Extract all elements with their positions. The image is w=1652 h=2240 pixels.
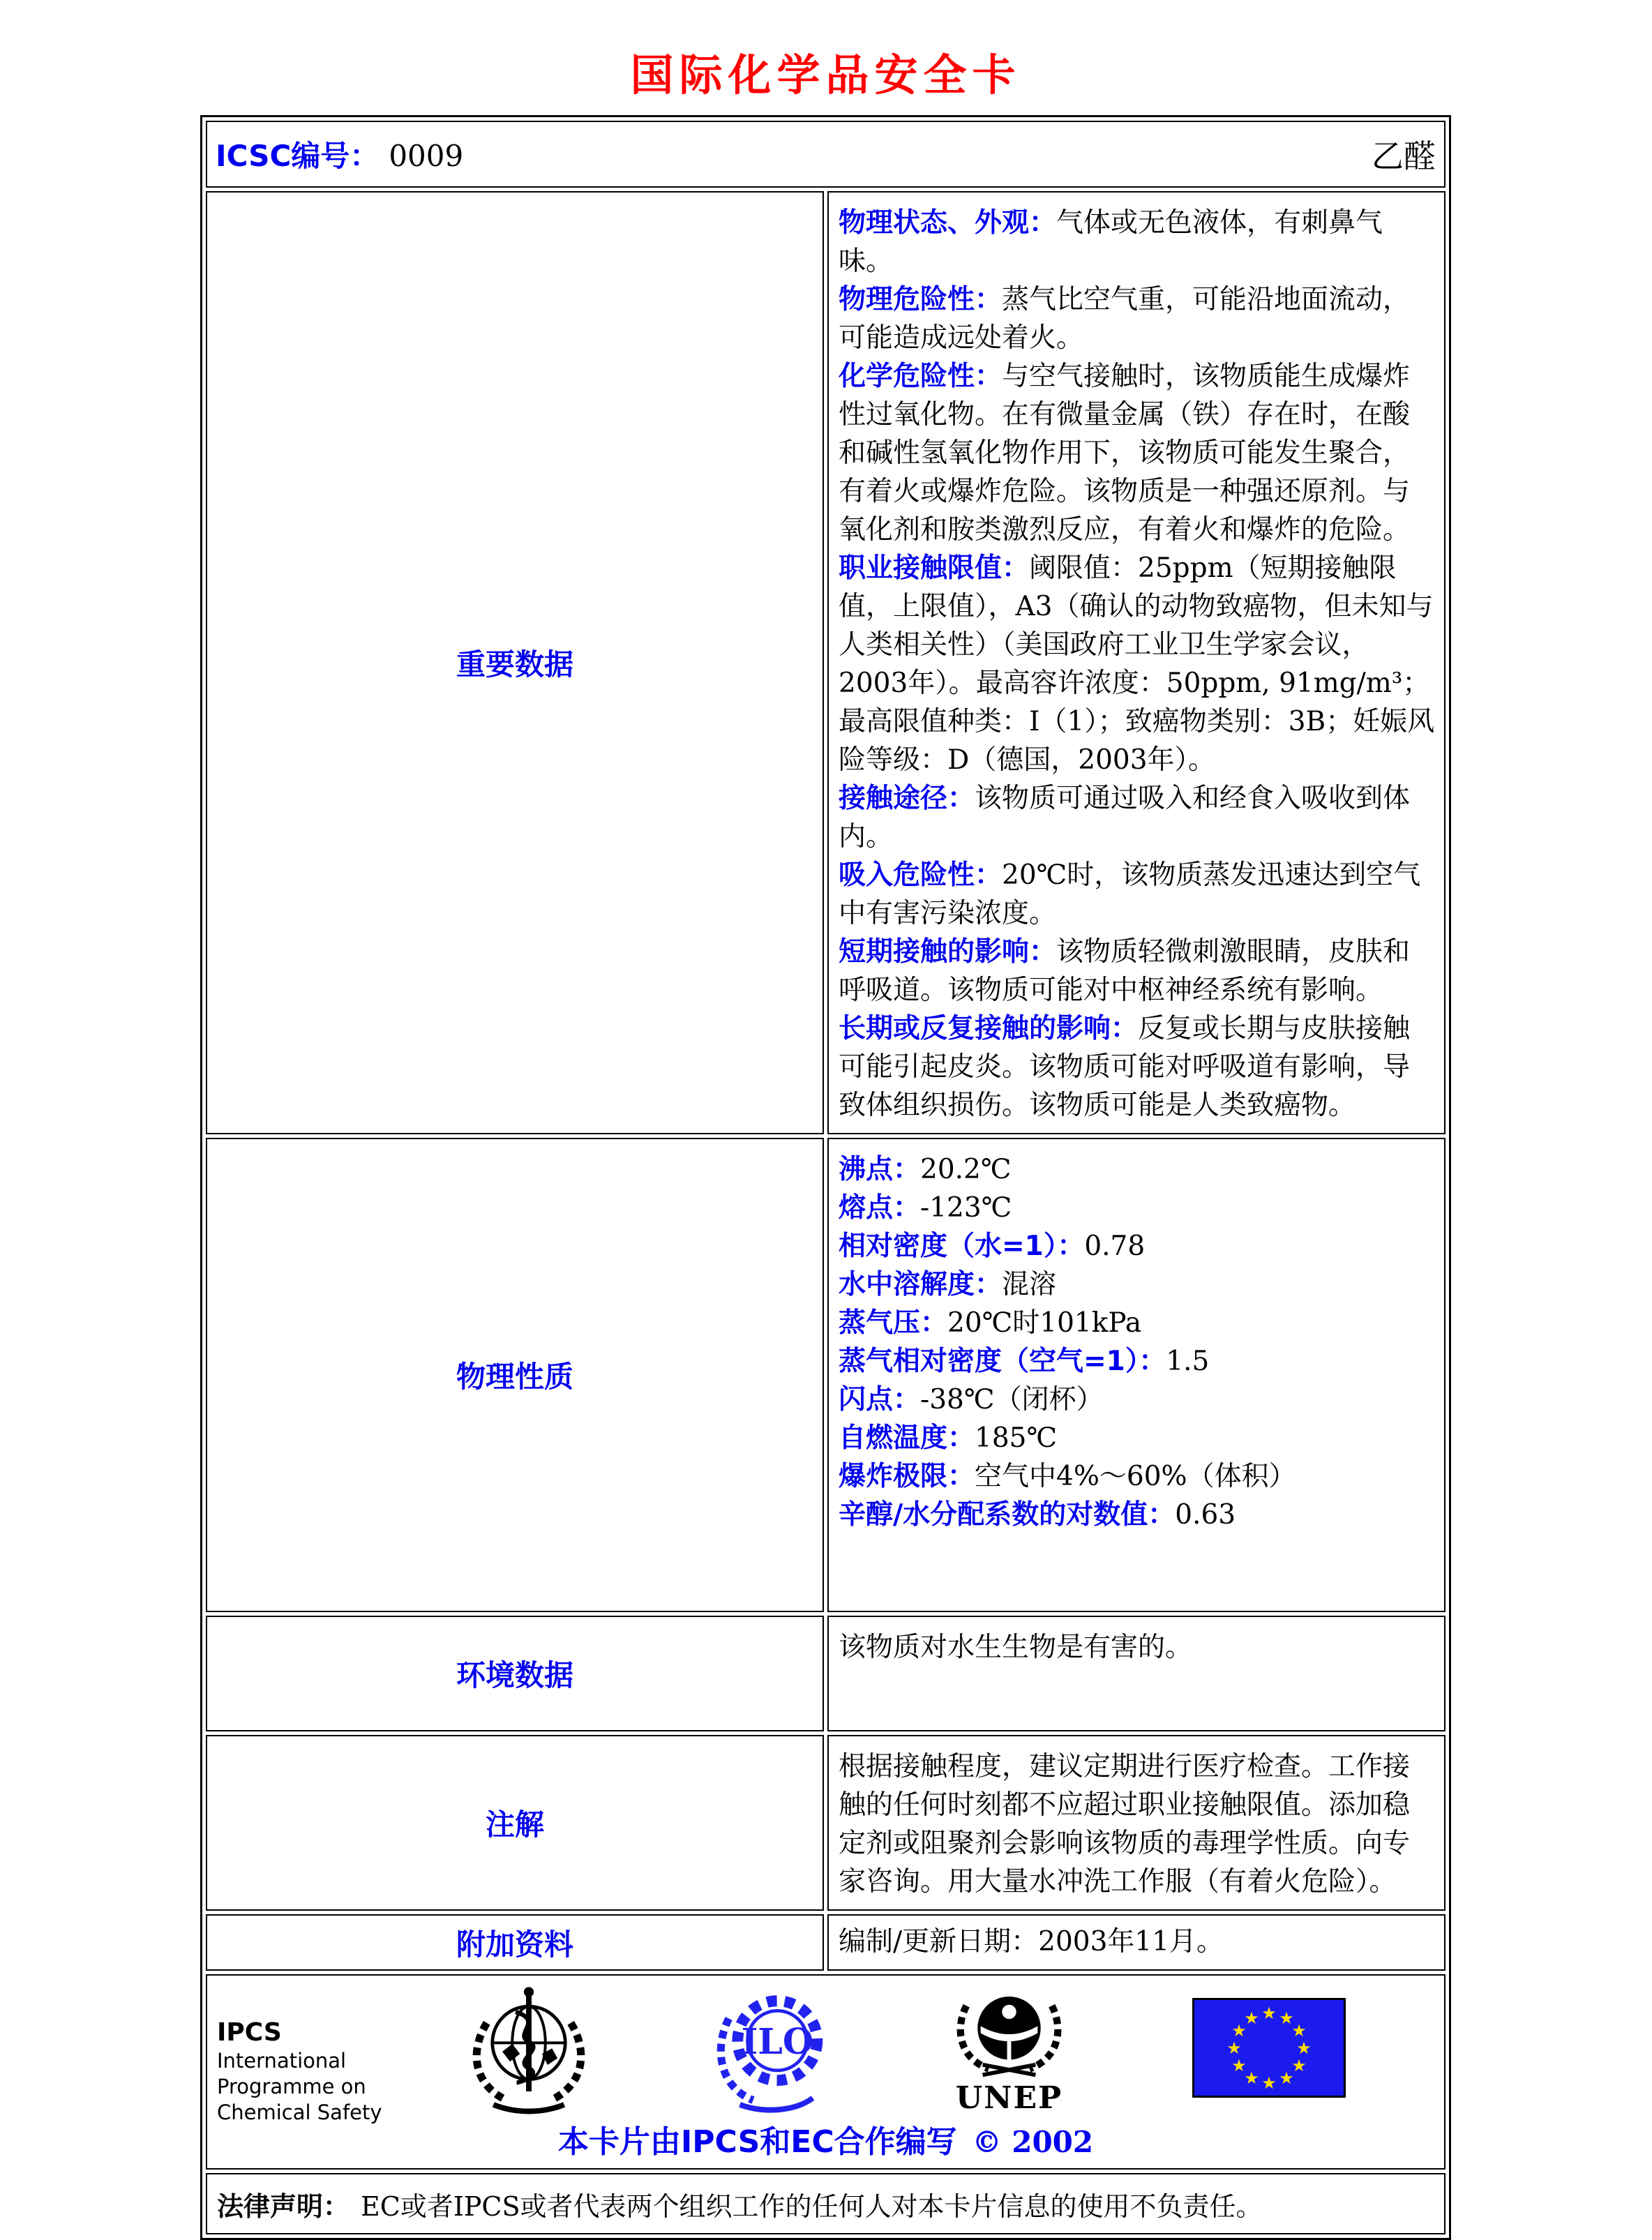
property-value: 混溶: [1002, 1269, 1057, 1300]
data-item-text: 该物质轻微刺激眼睛，皮肤和呼吸道。该物质可能对中枢神经系统有影响。: [839, 936, 1411, 1006]
section-label-environment: 环境数据: [206, 1616, 824, 1731]
data-item: [839, 1009, 1436, 1125]
unep-logo-icon: [948, 1985, 1070, 2116]
legal-label: 法律声明：: [217, 2190, 350, 2222]
data-item-label: 短期接触的影响：: [839, 936, 1057, 968]
eu-flag-icon: [1192, 1998, 1346, 2098]
data-item-text: 与空气接触时，该物质能生成爆炸性过氧化物。在有微量金属（铁）存在时，在酸和碱性氢氧化物作用下，该物质可能发生聚合，有着火或爆炸危险。该物质是一种强还原剂。与氧化剂和胺类激烈反应，有着火和爆炸的危险。: [839, 361, 1411, 546]
section-content-physical: [827, 1138, 1446, 1612]
property-value: 0.78: [1084, 1231, 1146, 1262]
property-item: [839, 1265, 1436, 1304]
property-label: 辛醇/水分配系数的对数值：: [839, 1499, 1176, 1531]
property-value: 20.2℃: [920, 1154, 1012, 1185]
property-label: 水中溶解度：: [839, 1269, 1003, 1300]
svg-text:★: ★: [1291, 2021, 1307, 2040]
icsc-number-value: 0009: [389, 139, 464, 173]
property-value: 185℃: [975, 1422, 1058, 1454]
svg-text:★: ★: [1279, 2008, 1294, 2028]
data-item: [839, 933, 1436, 1009]
data-item-text: 气体或无色液体，有刺鼻气味。: [839, 207, 1383, 277]
property-item: [839, 1227, 1436, 1265]
data-item-label: 物理状态、外观：: [839, 207, 1057, 239]
legal-text: EC或者IPCS或者代表两个组织工作的任何人对本卡片信息的使用不负责任。: [361, 2190, 1263, 2222]
data-item-text: 20℃时，该物质蒸发迅速达到空气中有害污染浓度。: [839, 859, 1421, 929]
property-value: -123℃: [920, 1192, 1012, 1224]
data-item-text: 该物质可通过吸入和经食入吸收到体内。: [839, 783, 1411, 852]
data-item-label: 物理危险性：: [839, 284, 1003, 315]
who-logo-icon: [463, 1985, 595, 2121]
svg-text:★: ★: [1261, 2073, 1277, 2093]
data-item-text: 蒸气比空气重，可能沿地面流动，可能造成远处着火。: [839, 284, 1411, 354]
svg-text:★: ★: [1279, 2068, 1294, 2088]
section-content-notes: [827, 1735, 1446, 1911]
data-item-text: 阈限值：25ppm（短期接触限值，上限值），A3（确认的动物致癌物，但未知与人类相关性）（美国政府工业卫生学家会议，2003年）。最高容许浓度：50ppm, 91mg/m³；最高限值种类：I（1）；致癌物类别：3B；妊娠风险等级：D（德国，2003年）。: [839, 553, 1435, 776]
svg-text:★: ★: [1226, 2038, 1242, 2058]
property-value: 0.63: [1175, 1499, 1236, 1531]
ipcs-subtitle-line: Chemical Safety: [217, 2100, 382, 2124]
caption-text: 本卡片由IPCS和EC合作编写: [557, 2124, 957, 2160]
property-label: 相对密度（水=1）：: [839, 1231, 1085, 1262]
logos-row: [206, 1974, 1446, 2170]
section-label-notes: 注解: [206, 1735, 824, 1911]
svg-text:★: ★: [1244, 2008, 1259, 2028]
page-title: 国际化学品安全卡: [630, 50, 1021, 100]
header-row: [206, 121, 1446, 188]
svg-text:★: ★: [1231, 2021, 1247, 2040]
section-content-additional: [827, 1914, 1446, 1971]
svg-text:★: ★: [1261, 2004, 1277, 2023]
property-item: [839, 1342, 1436, 1381]
ilo-logo-icon: [707, 1985, 839, 2121]
property-value: 1.5: [1166, 1346, 1210, 1377]
ipcs-subtitle-line: Programme on: [217, 2075, 366, 2098]
ipcs-subtitle: [217, 2048, 382, 2126]
icsc-number-label: ICSC编号：: [216, 139, 380, 173]
property-item: [839, 1381, 1436, 1419]
data-item: [839, 549, 1436, 779]
data-item: [839, 204, 1436, 280]
data-item: [839, 779, 1436, 856]
section-content-environment: [827, 1616, 1446, 1731]
data-item: [839, 357, 1436, 549]
svg-text:★: ★: [1291, 2056, 1307, 2075]
property-item: [839, 1189, 1436, 1227]
property-label: 熔点：: [839, 1192, 921, 1224]
data-item-label: 吸入危险性：: [839, 859, 1003, 891]
environment-text: 该物质对水生生物是有害的。: [839, 1632, 1193, 1663]
property-item: [839, 1457, 1436, 1496]
svg-text:★: ★: [1231, 2056, 1247, 2075]
icsc-card-table: [200, 115, 1451, 2240]
property-label: 自燃温度：: [839, 1422, 975, 1454]
data-item-label: 职业接触限值：: [839, 553, 1030, 584]
property-item: [839, 1304, 1436, 1342]
data-item-text: 反复或长期与皮肤接触可能引起皮炎。该物质可能对呼吸道有影响，导致体组织损伤。该物质可能是人类致癌物。: [839, 1013, 1411, 1121]
additional-text: 编制/更新日期：2003年11月。: [839, 1926, 1224, 1957]
section-label-additional: 附加资料: [206, 1914, 824, 1971]
section-label-physical: 物理性质: [206, 1138, 824, 1612]
chemical-name: 乙醛: [1372, 137, 1436, 175]
property-label: 沸点：: [839, 1154, 921, 1185]
data-item-label: 接触途径：: [839, 783, 975, 814]
data-item: [839, 280, 1436, 357]
section-content-important: [827, 191, 1446, 1134]
data-item: [839, 856, 1436, 933]
property-value: 空气中4%～60%（体积）: [975, 1461, 1296, 1492]
data-item-label: 长期或反复接触的影响：: [839, 1013, 1139, 1044]
data-item-label: 化学危险性：: [839, 361, 1003, 392]
property-item: [839, 1496, 1436, 1534]
property-label: 蒸气相对密度（空气=1）：: [839, 1346, 1166, 1377]
legal-row: [206, 2173, 1446, 2234]
unep-wordmark: UNEP: [955, 2080, 1063, 2116]
cooperation-caption: [207, 2117, 1444, 2161]
notes-text: 根据接触程度，建议定期进行医疗检查。工作接触的任何时刻都不应超过职业接触限值。添加稳定剂或阻聚剂会影响该物质的毒理学性质。向专家咨询。用大量水冲洗工作服（有着火危险）。: [839, 1751, 1411, 1897]
ipcs-title: IPCS: [217, 2018, 282, 2047]
property-value: -38℃（闭杯）: [920, 1384, 1104, 1415]
property-item: [839, 1419, 1436, 1457]
property-value: 20℃时101kPa: [947, 1307, 1142, 1339]
ipcs-block: [217, 2017, 382, 2126]
property-label: 闪点：: [839, 1384, 921, 1415]
property-item: [839, 1150, 1436, 1189]
property-label: 爆炸极限：: [839, 1461, 975, 1492]
svg-text:★: ★: [1296, 2038, 1312, 2058]
ipcs-subtitle-line: International: [217, 2049, 347, 2073]
icsc-number-group: [216, 133, 463, 175]
section-label-important: 重要数据: [206, 191, 824, 1134]
svg-text:★: ★: [1244, 2068, 1259, 2088]
svg-text:ILO: ILO: [741, 2020, 814, 2063]
property-label: 蒸气压：: [839, 1307, 948, 1339]
copyright-text: © 2002: [972, 2125, 1094, 2159]
